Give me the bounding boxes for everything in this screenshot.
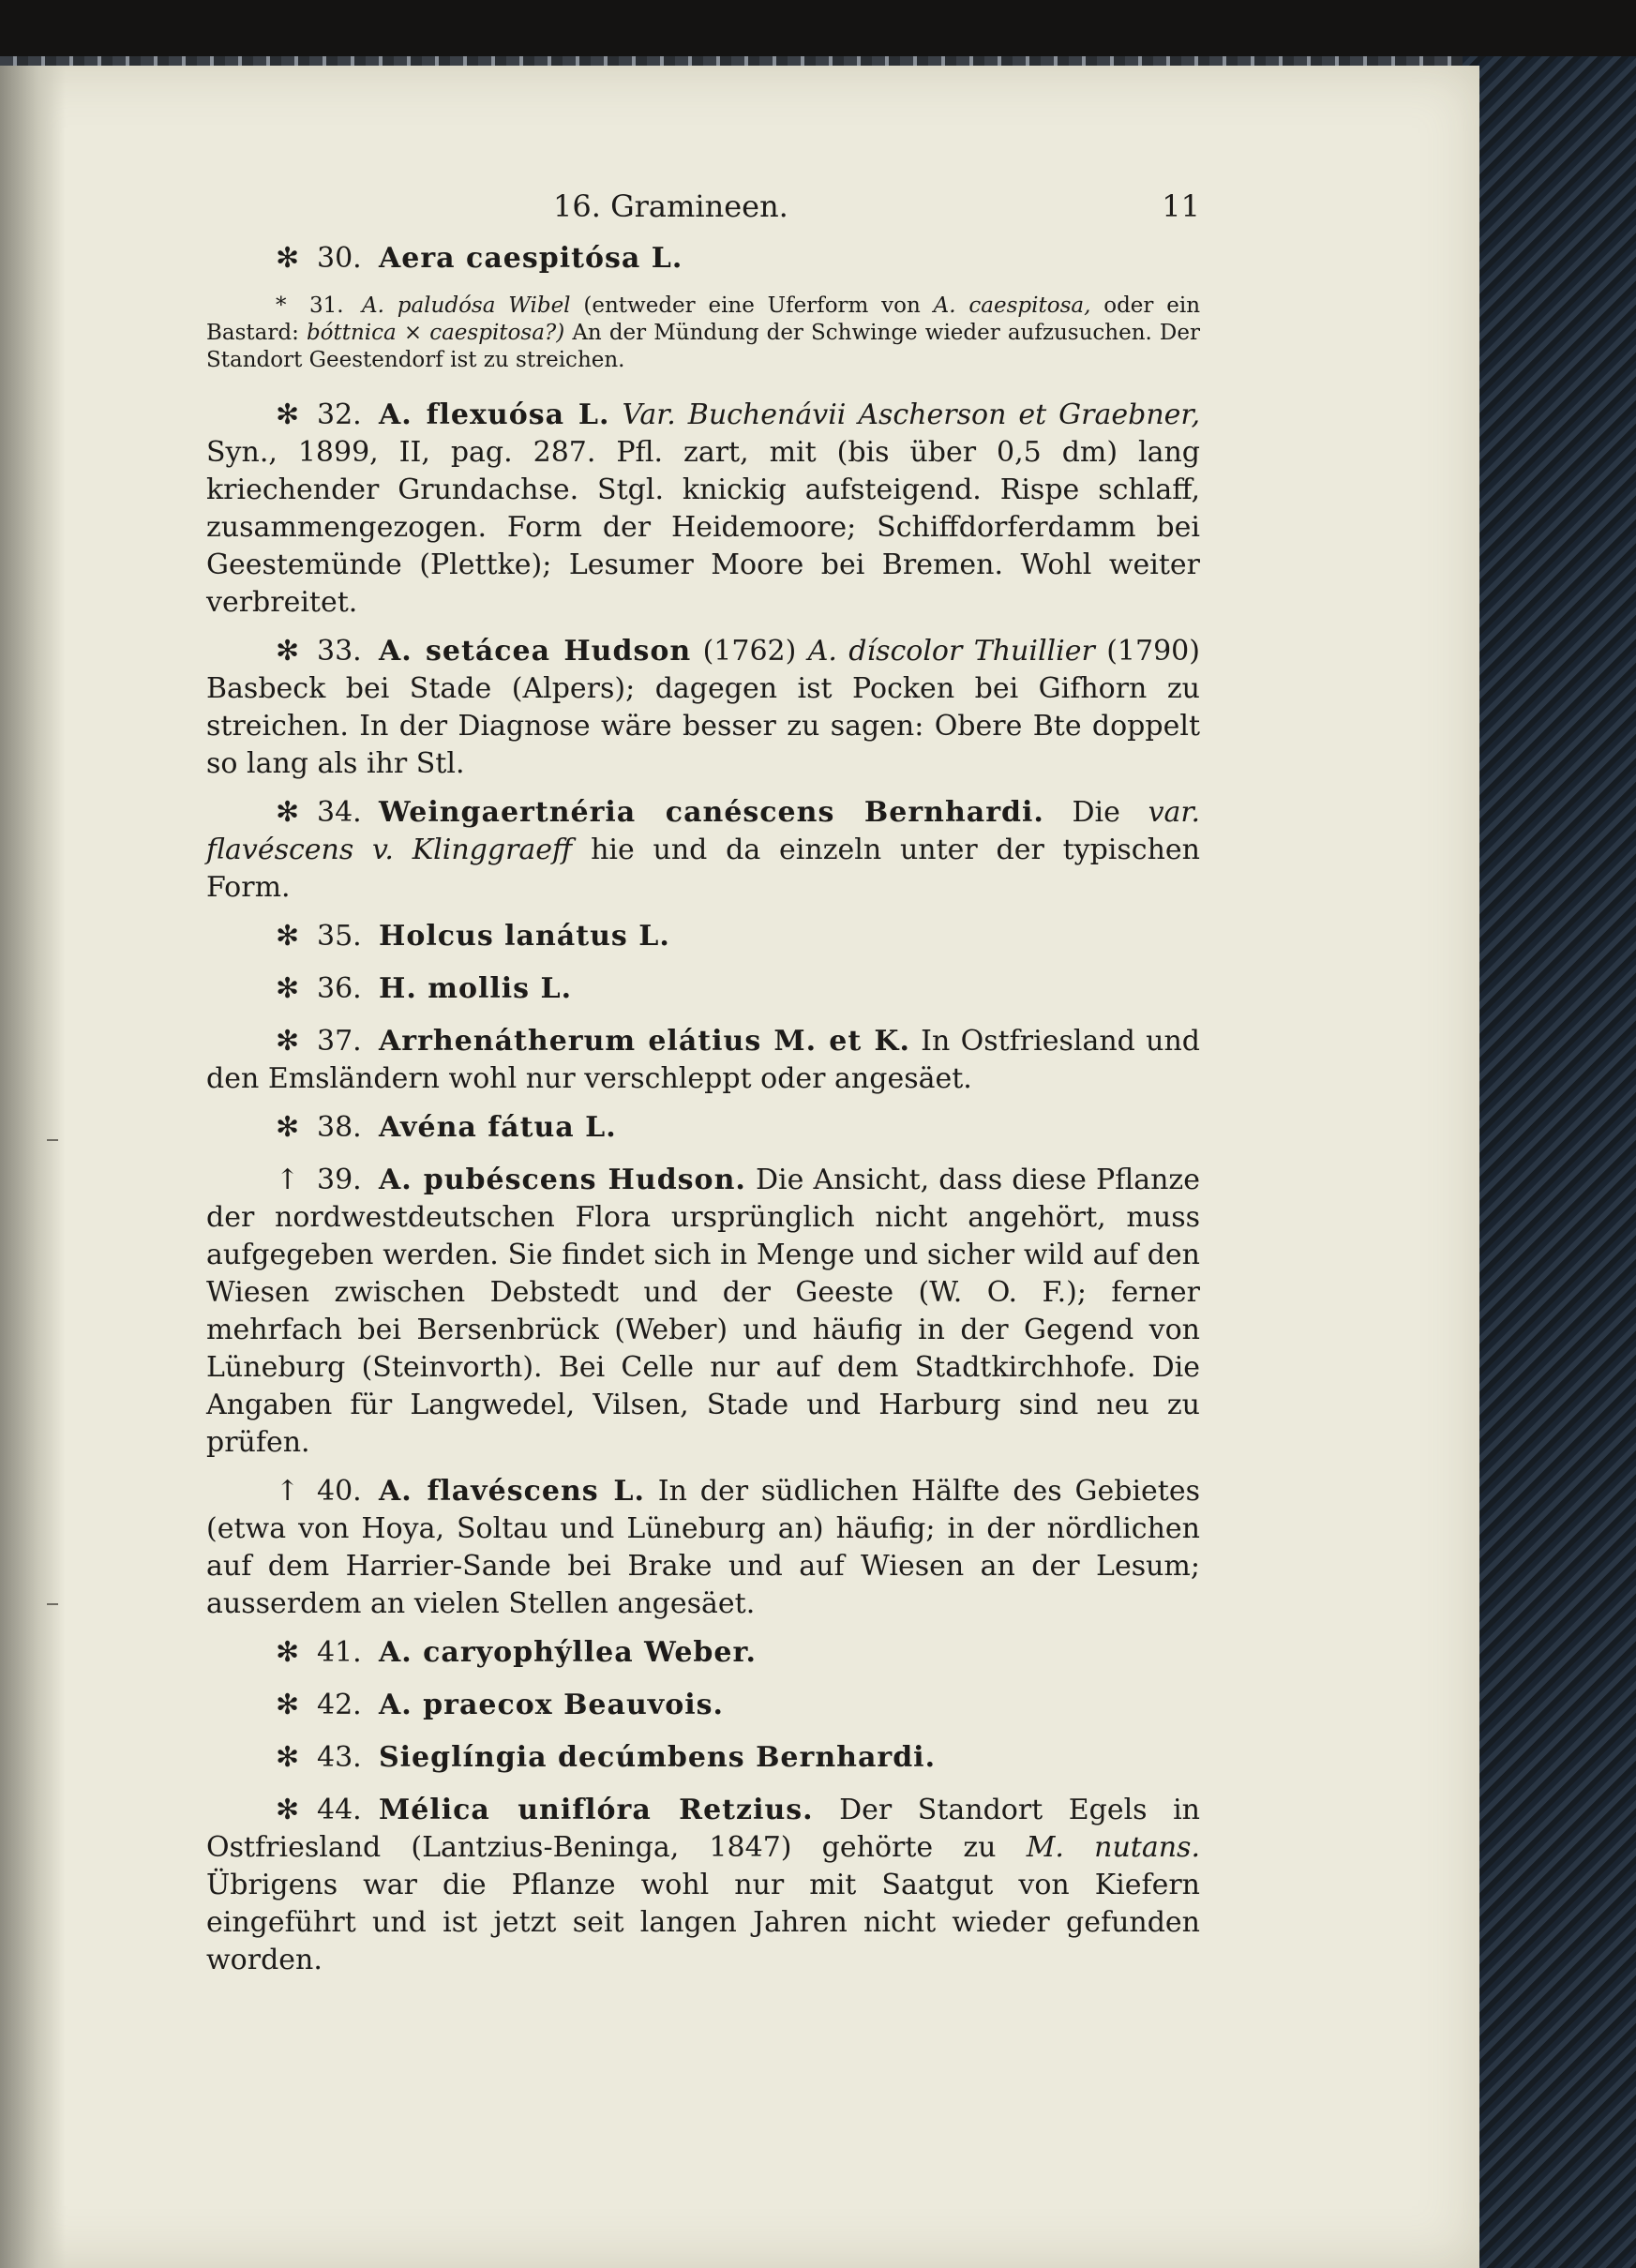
book-edge [0, 56, 1481, 66]
species-name: H. mollis L. [379, 972, 573, 1005]
entry-37: ✻ 37. Arrhenátherum elátius M. et K. In Ostfriesland und den Emsländern wohl nur verschleppt oder angesäet. [206, 1025, 1200, 1095]
entry-38: ✻ 38. Avéna fátua L. [276, 1111, 617, 1144]
entry-44: ✻ 44. Mélica uniflóra Retzius. Der Standort Egels in Ostfriesland (Lantzius-Beninga, 1847) gehörte zu M. nutans. Übrigens war die Pflanze wohl nur mit Saatgut von Kiefern eingeführt und ist jetzt seit langen Jahren nicht wieder gefunden worden. [206, 1794, 1200, 1976]
page-text [206, 188, 1200, 1990]
species-name: A. paludósa Wibel [362, 293, 571, 318]
species-name: Aera caespitósa L. [379, 242, 683, 275]
species-name: Holcus lanátus L. [379, 920, 670, 953]
page-gutter-shadow [0, 66, 66, 2268]
species-name: Avéna fátua L. [379, 1111, 617, 1144]
margin-mark [47, 1603, 58, 1605]
species-name: Mélica uniflóra Retzius. [379, 1794, 814, 1826]
entry-39: ↑ 39. A. pubéscens Hudson. Die Ansicht, dass diese Pflanze der nordwestdeutschen Flora ursprünglich nicht angehört, muss aufgegeben werden. Sie findet sich in Menge und sicher wild auf den Wiesen zwischen Debstedt und der Geeste (W. O. F.); ferner mehrfach bei Bersenbrück (Weber) und häufig in der Gegend von Lüneburg (Steinvorth). Bei Celle nur auf dem Stadtkirchhofe. Die Angaben für Langwedel, Vilsen, Stade und Harburg sind neu zu prüfen. [206, 1164, 1200, 1459]
entry-31: * 31. A. paludósa Wibel (entweder eine Uferform von A. caespitosa, oder ein Bastard: bóttnica × caespitosa?) An der Mündung der Schwinge wieder aufzusuchen. Der Standort Geestendorf ist zu streichen. [206, 293, 1201, 372]
entry-35: ✻ 35. Holcus lanátus L. [276, 920, 670, 953]
species-name: A. flexuósa L. [379, 398, 610, 431]
margin-mark [47, 1139, 58, 1141]
species-name: A. setácea Hudson [379, 635, 692, 668]
species-name: A. pubéscens Hudson. [379, 1164, 746, 1196]
species-name: A. flavéscens L. [379, 1475, 645, 1508]
species-name: Sieglíngia decúmbens Bernhardi. [379, 1741, 937, 1774]
species-name: A. praecox Beauvois. [379, 1689, 724, 1721]
page-number: 11 [1162, 188, 1200, 224]
species-name: Arrhenátherum elátius M. et K. [379, 1025, 910, 1058]
book-cover-binding [1463, 56, 1636, 2268]
entry-33: ✻ 33. A. setácea Hudson (1762) A. díscolor Thuillier (1790) Basbeck bei Stade (Alpers); dagegen ist Pocken bei Gifhorn zu streichen. In der Diagnose wäre besser zu sagen: Obere Bte doppelt so lang als ihr Stl. [206, 635, 1200, 780]
entry-32: ✻ 32. A. flexuósa L. Var. Buchenávii Ascherson et Graebner, Syn., 1899, II, pag. 287. Pfl. zart, mit (bis über 0,5 dm) lang kriechender Grundachse. Stgl. knickig aufsteigend. Rispe schlaff, zusammengezogen. Form der Heidemoore; Schiffdorferdamm bei Geestemünde (Plettke); Lesumer Moore bei Bremen. Wohl weiter verbreitet. [206, 398, 1200, 619]
entry-34: ✻ 34. Weingaertnéria canéscens Bernhardi. Die var. flavéscens v. Klinggraeff hie und da einzeln unter der typischen Form. [206, 796, 1200, 904]
species-name: Weingaertnéria canéscens Bernhardi. [379, 796, 1044, 829]
running-header [206, 188, 1200, 225]
section-title: 16. Gramineen. [553, 188, 788, 224]
entry-36: ✻ 36. H. mollis L. [276, 972, 573, 1005]
entry-42: ✻ 42. A. praecox Beauvois. [276, 1689, 724, 1721]
species-name: A. caryophýllea Weber. [379, 1636, 757, 1669]
entry-40: ↑ 40. A. flavéscens L. In der südlichen Hälfte des Gebietes (etwa von Hoya, Soltau und Lüneburg an) häufig; in der nördlichen auf dem Harrier-Sande bei Brake und auf Wiesen an der Lesum; ausserdem an vielen Stellen angesäet. [206, 1475, 1200, 1620]
entry-41: ✻ 41. A. caryophýllea Weber. [276, 1636, 757, 1669]
entry-30: ✻ 30. Aera caespitósa L. [276, 242, 683, 275]
entry-43: ✻ 43. Sieglíngia decúmbens Bernhardi. [276, 1741, 937, 1774]
